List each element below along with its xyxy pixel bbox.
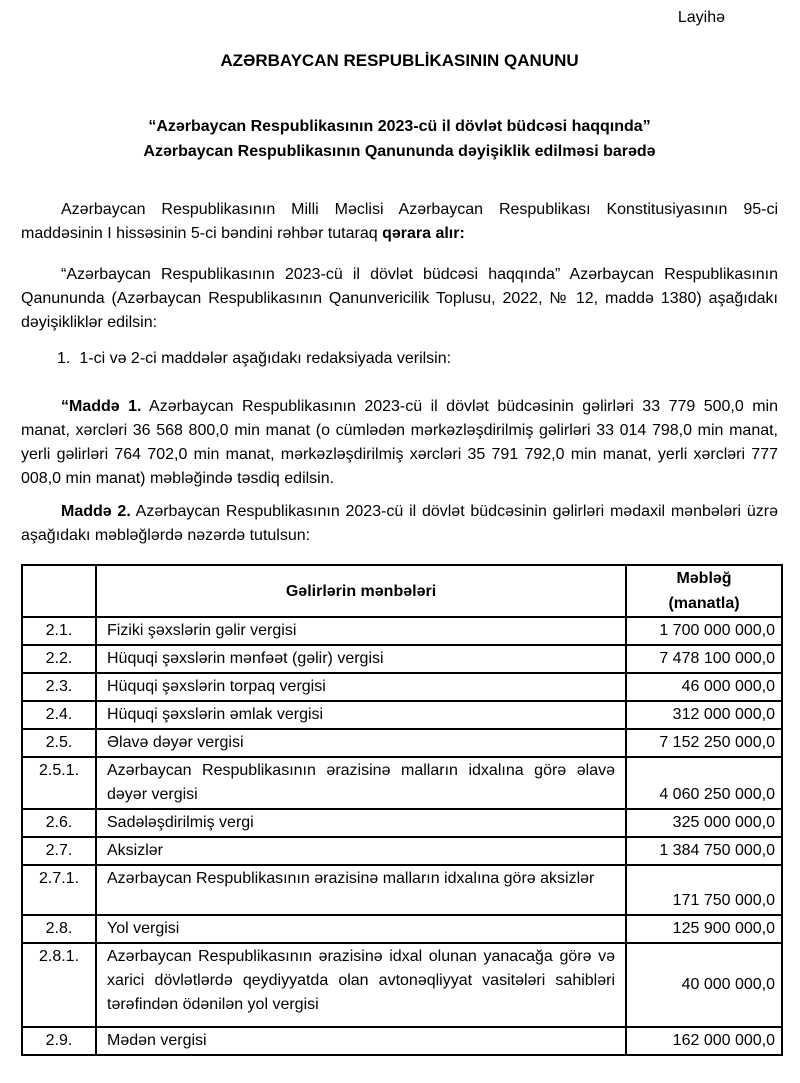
document-subtitle: “Azərbaycan Respublikasının 2023-cü il dövlət büdcəsi haqqında” Azərbaycan Respublikasının Qanununda dəyişiklik edilməsi barədə <box>143 118 656 160</box>
row-number-cell: 2.3. <box>22 673 96 701</box>
revenue-table <box>21 564 783 1056</box>
row-number-cell: 2.6. <box>22 809 96 837</box>
revenue-source-cell: Azərbaycan Respublikasının ərazisinə malların idxalına görə aksizlər <box>96 865 626 915</box>
table-row <box>22 865 782 915</box>
row-number-cell: 2.4. <box>22 701 96 729</box>
row-number-cell: 2.9. <box>22 1027 96 1055</box>
amount-cell: 40 000 000,0 <box>626 943 782 1027</box>
list-item-1-marker: 1. <box>57 350 71 367</box>
table-row <box>22 837 782 865</box>
revenue-source-cell: Hüquqi şəxslərin torpaq vergisi <box>96 673 626 701</box>
list-item-1 <box>21 347 778 371</box>
revenue-source-cell: Yol vergisi <box>96 915 626 943</box>
paragraph-preamble <box>21 198 778 246</box>
amount-cell: 171 750 000,0 <box>626 865 782 915</box>
table-row <box>22 915 782 943</box>
madde-1-label: “Maddə 1. <box>61 398 142 415</box>
table-row <box>22 645 782 673</box>
revenue-source-cell: Azərbaycan Respublikasının ərazisinə malların idxalına görə əlavə dəyər vergisi <box>96 757 626 809</box>
row-number-cell: 2.8.1. <box>22 943 96 1027</box>
header-number-cell <box>22 565 96 617</box>
draft-label: Layihə <box>677 9 725 26</box>
table-row <box>22 1027 782 1055</box>
row-number-cell: 2.8. <box>22 915 96 943</box>
header-amount-line1: Məbləğ <box>676 570 732 587</box>
table-row <box>22 701 782 729</box>
madde-1-text: Azərbaycan Respublikasının 2023-cü il dövlət büdcəsinin gəlirləri 33 779 500,0 min manat, xərcləri 36 568 800,0 min manat (o cümlədən mərkəzləşdirilmiş gəlirləri 33 014 798,0 min manat, yerli gəlirləri 764 702,0 min manat, mərkəzləşdirilmiş xərcləri 35 791 792,0 min manat, yerli xərcləri 777 008,0 min manat) məbləğində təsdiq edilsin. <box>21 398 779 487</box>
preamble-text: Azərbaycan Respublikasının Milli Məclisi Azərbaycan Respublikası Konstitusiyasının 95-ci maddəsinin I hissəsinin 5-ci bəndini rəhbər tutaraq <box>21 201 778 242</box>
row-number-cell: 2.1. <box>22 617 96 645</box>
table-row <box>22 809 782 837</box>
paragraph-madde-1 <box>21 395 778 491</box>
amount-cell: 7 152 250 000,0 <box>626 729 782 757</box>
row-number-cell: 2.7. <box>22 837 96 865</box>
table-row <box>22 729 782 757</box>
table-row <box>22 673 782 701</box>
amount-cell: 7 478 100 000,0 <box>626 645 782 673</box>
amount-cell: 4 060 250 000,0 <box>626 757 782 809</box>
amount-cell: 125 900 000,0 <box>626 915 782 943</box>
madde-2-label: Maddə 2. <box>61 503 131 520</box>
table-row <box>22 943 782 1027</box>
revenue-source-cell: Hüquqi şəxslərin mənfəət (gəlir) vergisi <box>96 645 626 673</box>
row-number-cell: 2.2. <box>22 645 96 673</box>
table-row <box>22 757 782 809</box>
header-source-cell: Gəlirlərin mənbələri <box>96 565 626 617</box>
amount-cell: 325 000 000,0 <box>626 809 782 837</box>
row-number-cell: 2.5.1. <box>22 757 96 809</box>
amount-cell: 1 700 000 000,0 <box>626 617 782 645</box>
row-number-cell: 2.7.1. <box>22 865 96 915</box>
paragraph-madde-2 <box>21 500 778 548</box>
amount-cell: 1 384 750 000,0 <box>626 837 782 865</box>
header-amount-line2: (manatla) <box>668 595 740 612</box>
revenue-source-cell: Əlavə dəyər vergisi <box>96 729 626 757</box>
amount-cell: 162 000 000,0 <box>626 1027 782 1055</box>
paragraph-amendment-basis: “Azərbaycan Respublikasının 2023-cü il dövlət büdcəsi haqqında” Azərbaycan Respublikasının Qanununda (Azərbaycan Respublikasının Qanunvericilik Toplusu, 2022, № 12, maddə 1380) aşağıdakı dəyişikliklər edilsin: <box>21 266 778 331</box>
header-amount-cell <box>626 565 782 617</box>
revenue-source-cell: Hüquqi şəxslərin əmlak vergisi <box>96 701 626 729</box>
revenue-source-cell: Aksizlər <box>96 837 626 865</box>
table-header-row <box>22 565 782 617</box>
amount-cell: 46 000 000,0 <box>626 673 782 701</box>
row-number-cell: 2.5. <box>22 729 96 757</box>
revenue-source-cell: Mədən vergisi <box>96 1027 626 1055</box>
table-row <box>22 617 782 645</box>
list-item-1-text: 1-ci və 2-ci maddələr aşağıdakı redaksiyada verilsin: <box>79 350 452 367</box>
revenue-source-cell: Fiziki şəxslərin gəlir vergisi <box>96 617 626 645</box>
amount-cell: 312 000 000,0 <box>626 701 782 729</box>
document-title: AZƏRBAYCAN RESPUBLİKASININ QANUNU <box>220 51 579 70</box>
preamble-bold-text: qərara alır: <box>382 225 465 242</box>
revenue-source-cell: Azərbaycan Respublikasının ərazisinə idxal olunan yanacağa görə və xarici dövlətlərdə qeydiyyatda olan avtonəqliyyat vasitələri sahibləri tərəfindən ödənilən yol vergisi <box>96 943 626 1027</box>
madde-2-text: Azərbaycan Respublikasının 2023-cü il dövlət büdcəsinin gəlirləri mədaxil mənbələri üzrə aşağıdakı məbləğlərdə nəzərdə tutulsun: <box>21 503 778 544</box>
revenue-source-cell: Sadələşdirilmiş vergi <box>96 809 626 837</box>
